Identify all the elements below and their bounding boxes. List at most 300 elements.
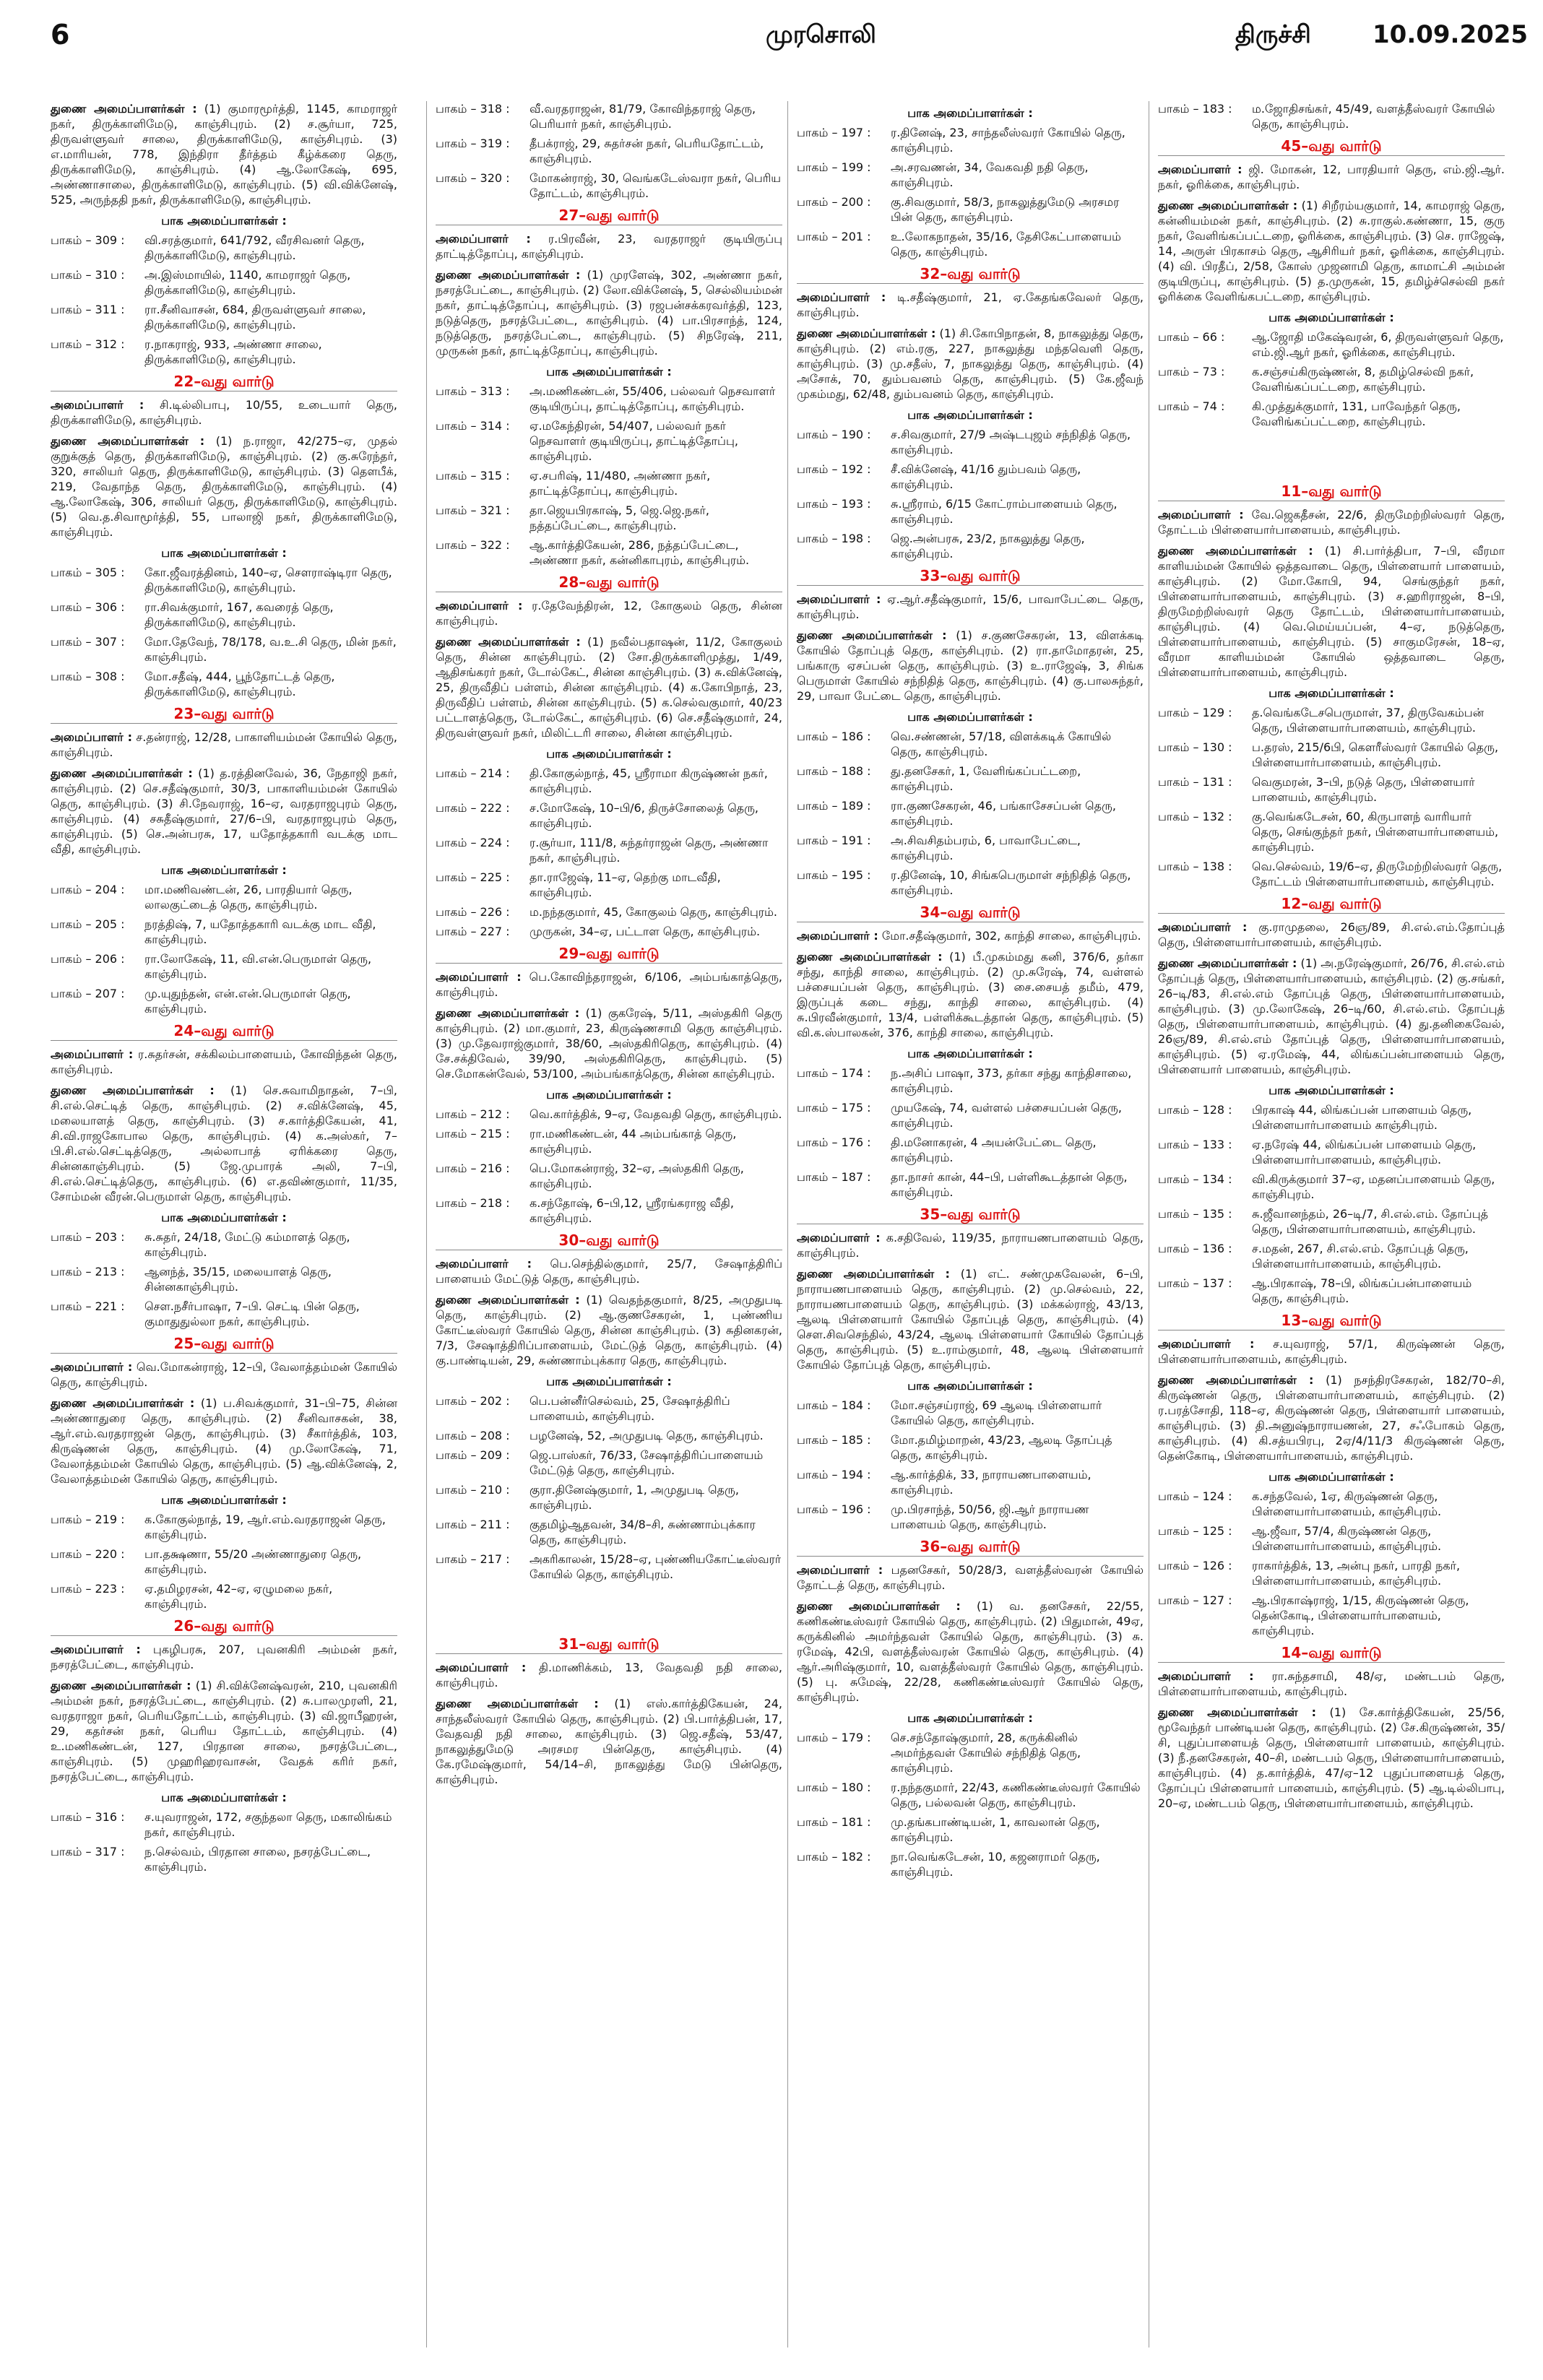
booth-person: குதமிழ்ஆதவன், 34/8–சி, சுண்ணாம்புக்கார தெரு, காஞ்சிபுரம்.: [530, 1518, 756, 1546]
booth-entry: [51, 1844, 397, 1874]
section-subheading: பாக அமைப்பாளர்கள் :: [907, 1379, 1033, 1393]
booth-entry: [1158, 859, 1505, 889]
booth-entry: [51, 600, 397, 630]
role-holders: ஏ.ஆர்.சதீஷ்குமார், 15/6, பாவாபேட்டை தெரு, காஞ்சிபுரம்.: [797, 592, 1144, 621]
appointment-paragraph: [797, 628, 1144, 704]
appointment-paragraph: [797, 290, 1144, 320]
ward-heading: 30–வது வார்டு: [436, 1233, 782, 1250]
role-label: அமைப்பாளர் :: [797, 1231, 881, 1245]
appointment-paragraph: [51, 1642, 397, 1672]
booth-person: மு.யுதுந்தன், என்.என்.பெருமாள் தெரு, காஞ்சிபுரம்.: [144, 987, 351, 1016]
booth-person: தா.ராஜேஷ், 11–ஏ, தெற்கு மாடவீதி, காஞ்சிபுரம்.: [530, 870, 721, 899]
role-holders: (1) வ. தனசேகர், 22/55, கணிகண்டீஸ்வரர் கோயில் தெரு, காஞ்சிபுரம். (2) பிதுமான், 49ஏ, கருக்கினில் அமர்ந்தவள் கோயில் தெரு, காஞ்சிபுரம். (3) சு. ரமேஷ், 42பி, வளத்தீஸ்வரன் கோயில் தெரு, காஞ்சிபுரம். (4) ஆர்.அரிஷ்குமார், 10, வளத்தீஸ்வரர் கோயில் தெரு, காஞ்சிபுரம். (5) பு. சுமேஷ், 22/28, கணிகண்டீஸ்வரர் கோயில் தெரு, காஞ்சிபுரம்.: [797, 1599, 1144, 1704]
ward-heading: 28–வது வார்டு: [436, 575, 782, 592]
masthead: [51, 16, 1529, 66]
role-label: அமைப்பாளர் :: [1158, 1669, 1254, 1683]
booth-person: ரா.மணிகண்டன், 44 அம்பங்காத் தெரு, காஞ்சிபுரம்.: [530, 1127, 737, 1156]
booth-number: பாகம் – 320 :: [436, 171, 510, 185]
booth-entry: [436, 418, 782, 464]
booth-entry: [51, 1512, 397, 1542]
role-label: துணை அமைப்பாளர்கள் :: [51, 102, 197, 116]
booth-person: நரத்திஷ், 7, யதோத்தகாரி வடக்கு மாட வீதி, காஞ்சிபுரம்.: [144, 917, 376, 946]
appointment-paragraph: [51, 433, 397, 540]
section-subheading: பாக அமைப்பாளர்கள் :: [907, 1711, 1033, 1725]
booth-person: தீபக்ராஜ், 29, சுதர்சன் நகர், பெரியதோட்டம், காஞ்சிபுரம்.: [530, 137, 764, 165]
role-label: அமைப்பாளர் :: [797, 592, 881, 606]
booth-entry: [1158, 1241, 1505, 1271]
booth-number: பாகம் – 321 :: [436, 503, 510, 517]
booth-person: கி.முத்துக்குமார், 131, பாவேந்தர் தெரு, வேளிங்கப்பட்டறை, காஞ்சிபுரம்.: [1252, 399, 1461, 428]
appointment-paragraph: [436, 1660, 782, 1690]
booth-person: ம.நந்தகுமார், 45, கோகுலம் தெரு, காஞ்சிபுரம்.: [530, 905, 777, 919]
edition-date: 10.09.2025: [1373, 20, 1529, 49]
booth-number: பாகம் – 316 :: [51, 1810, 125, 1824]
role-label: அமைப்பாளர் :: [436, 970, 522, 984]
role-holders: (1) எட். சண்முகவேலன், 6–பி, நாராயணபாளையம் தெரு, காஞ்சிபுரம். (2) மு.செல்வம், 22, நாராயணபாளையம் தெரு, காஞ்சிபுரம். (3) மக்கல்ராஜ், 43/13, ஆலடி பிள்ளையார் கோயில் தோப்புத் தெரு, காஞ்சிபுரம். (4) சௌ.சிவசெந்தில், 43/24, ஆலடி பிள்ளையார் கோயில் தோப்புத் தெரு, காஞ்சிபுரம். (5) உ.ராம்குமார், 48, ஆலடி பிள்ளையார் கோயில் தோப்புத் தெரு, காஞ்சிபுரம்.: [797, 1267, 1144, 1372]
booth-entry: [436, 924, 782, 939]
booth-person: ஏ.நரேஷ் 44, லிங்கப்பன் பாளையம் தெரு, பிள்ளையார்பாளையம், காஞ்சிபுரம்.: [1252, 1138, 1477, 1167]
section-subheading: பாக அமைப்பாளர்கள் :: [907, 1047, 1033, 1060]
booth-entry: [436, 1428, 782, 1443]
column-2: [426, 101, 782, 2347]
booth-person: ர.தினேஷ், 23, சாந்தலீஸ்வரர் கோயில் தெரு, காஞ்சிபுரம்.: [891, 126, 1125, 155]
booth-entry: [1158, 1558, 1505, 1588]
booth-entry: [436, 1552, 782, 1582]
booth-number: பாகம் – 185 :: [797, 1433, 871, 1447]
booth-person: தி.மனோகரன், 4 அயன்பேட்டை தெரு, காஞ்சிபுரம்.: [891, 1135, 1097, 1164]
appointment-paragraph: [51, 730, 397, 760]
booth-entry: [797, 1398, 1144, 1428]
appointment-paragraph: [436, 598, 782, 628]
booth-person: வெ.செல்வம், 19/6–ஏ, திருமேற்றிஸ்வரர் தெரு, தோட்டம் பிள்ளையார்பாளையம், காஞ்சிபுரம்.: [1252, 860, 1503, 888]
booth-person: அ.இஸ்மாயில், 1140, காமராஜர் தெரு, திருக்காளிமேடு, காஞ்சிபுரம்.: [144, 268, 351, 297]
booth-entry: [797, 496, 1144, 527]
role-label: அமைப்பாளர் :: [1158, 1337, 1255, 1351]
section-subheading: பாக அமைப்பாளர்கள் :: [161, 863, 287, 877]
booth-person: ரா.லோகேஷ், 11, வி.என்.பெருமாள் தெரு, காஞ்சிபுரம்.: [144, 952, 372, 981]
booth-person: குரா.தினேஷ்குமார், 1, அமுதுபடி தெரு, காஞ்சிபுரம்.: [530, 1483, 739, 1512]
booth-person: ஆ.ஜோதி மகேஷ்வரன், 6, திருவள்ளுவர் தெரு, எம்.ஜி.ஆர் நகர், ஓரிக்கை, காஞ்சிபுரம்.: [1252, 330, 1504, 359]
booth-number: பாகம் – 309 :: [51, 233, 125, 247]
booth-number: பாகம் – 218 :: [436, 1196, 510, 1210]
booth-person: ந.செல்வம், பிரதான சாலை, நசரத்பேட்டை, காஞ்சிபுரம்.: [144, 1845, 371, 1874]
role-holders: (1) நசந்திரசேகரன், 182/70–சி, கிருஷ்ணன் தெரு, பிள்ளையார்பாளையம், காஞ்சிபுரம். (2) ர.பரத்சோதி, 118–ஏ, கிருஷ்ணன் தெரு, பிள்ளையார் பாளையம், காஞ்சிபுரம். (3) தி.அனுஷ்நாராயணன், 27, சஃபோகம் தெரு, காஞ்சிபுரம். (4) கி.சத்யபிரபு, 2ஏ/4/11/3 கிருஷ்ணன் தெரு, தென்கோடி, பிள்ளையார்பாளையம், காஞ்சிபுரம்.: [1158, 1373, 1505, 1463]
appointment-paragraph: [1158, 1705, 1505, 1811]
booth-person: நா.வெங்கடேசன், 10, கஜனராமர் தெரு, காஞ்சிபுரம்.: [891, 1850, 1100, 1879]
section-subheading: பாக அமைப்பாளர்கள் :: [1268, 686, 1394, 700]
booth-person: அகரிகாலன், 15/28–ஏ, புண்ணியகோட்டீஸ்வரர் கோயில் தெரு, காஞ்சிபுரம்.: [530, 1552, 782, 1581]
newspaper-name: முரசொலி: [766, 20, 876, 49]
booth-entry: [51, 233, 397, 263]
role-label: துணை அமைப்பாளர்கள் :: [436, 268, 581, 282]
booth-entry: [436, 1195, 782, 1226]
booth-person: ரா.சிவக்குமார், 167, கவரைத் தெரு, திருக்காளிமேடு, காஞ்சிபுரம்.: [144, 600, 334, 629]
booth-number: பாகம் – 191 :: [797, 834, 871, 847]
booth-entry: [1158, 399, 1505, 429]
appointment-paragraph: [797, 1266, 1144, 1372]
booth-entry: [436, 136, 782, 166]
booth-person: த.வெங்கடேசபெருமாள், 37, திருவேகம்பன் தெரு, பிள்ளையார்பாளையம், காஞ்சிபுரம்.: [1252, 706, 1484, 735]
role-label: அமைப்பாளர் :: [1158, 508, 1244, 522]
booth-person: உ.லோகநாதன், 35/16, தேசிகேட்பாளையம் தெரு, காஞ்சிபுரம்.: [891, 230, 1121, 259]
booth-person: ஆ.கார்த்திகேயன், 286, நத்தப்பேட்டை, அண்ணா நகர், கன்னிகாபுரம், காஞ்சிபுரம்.: [530, 538, 750, 567]
booth-number: பாகம் – 208 :: [436, 1429, 510, 1442]
booth-person: அ.சிவசிதம்பரம், 6, பாவாபேட்டை, காஞ்சிபுரம்.: [891, 834, 1081, 862]
booth-number: பாகம் – 132 :: [1158, 810, 1232, 823]
role-label: துணை அமைப்பாளர்கள் :: [1158, 1705, 1317, 1719]
booth-number: பாகம் – 174 :: [797, 1066, 871, 1080]
role-holders: மோ.சதீஷ்குமார், 302, காந்தி சாலை, காஞ்சிபுரம்.: [881, 929, 1141, 943]
booth-entry: [436, 537, 782, 568]
appointment-paragraph: [1158, 543, 1505, 680]
booth-entry: [1158, 774, 1505, 805]
booth-entry: [51, 1809, 397, 1840]
role-holders: ஜி. மோகன், 12, பாரதியார் தெரு, எம்.ஜி.ஆர். நகர், ஓரிக்கை, காஞ்சிபுரம்.: [1158, 163, 1505, 191]
booth-person: க.சந்தவேல், 1ஏ, கிருஷ்ணன் தெரு, பிள்ளையார்பாளையம், காஞ்சிபுரம்.: [1252, 1489, 1442, 1518]
booth-entry: [51, 337, 397, 367]
appointment-paragraph: [797, 1230, 1144, 1260]
role-label: அமைப்பாளர் :: [1158, 163, 1242, 176]
booth-number: பாகம் – 184 :: [797, 1398, 871, 1412]
booth-person: சு.ஜீவானந்தம், 26–டி/7, சி.எல்.எம். தோப்புத் தெரு, பிள்ளையார்பாளையம், காஞ்சிபுரம்.: [1252, 1207, 1489, 1236]
booth-number: பாகம் – 183 :: [1158, 102, 1232, 116]
booth-number: பாகம் – 66 :: [1158, 330, 1225, 344]
ward-heading: 35–வது வார்டு: [797, 1207, 1144, 1224]
booth-entry: [797, 1432, 1144, 1463]
role-label: அமைப்பாளர் :: [436, 1661, 527, 1674]
role-label: அமைப்பாளர் :: [51, 1047, 134, 1061]
booth-entry: [1158, 1523, 1505, 1554]
booth-number: பாகம் – 203 :: [51, 1230, 125, 1244]
booth-number: பாகம் – 128 :: [1158, 1103, 1232, 1117]
booth-entry: [797, 1065, 1144, 1096]
booth-number: பாகம் – 308 :: [51, 670, 125, 683]
role-label: துணை அமைப்பாளர்கள் :: [51, 1679, 191, 1692]
role-label: துணை அமைப்பாளர்கள் :: [436, 1697, 599, 1710]
ward-heading: 25–வது வார்டு: [51, 1336, 397, 1354]
appointment-paragraph: [51, 1678, 397, 1784]
booth-number: பாகம் – 311 :: [51, 303, 125, 316]
booth-number: பாகம் – 219 :: [51, 1513, 125, 1526]
section-subheading: பாக அமைப்பாளர்கள் :: [1268, 311, 1394, 324]
booth-person: கோ.ஜீவரத்தினம், 140–ஏ, சௌராஷ்டிரா தெரு, திருக்காளிமேடு, காஞ்சிபுரம்.: [144, 566, 392, 594]
booth-number: பாகம் – 222 :: [436, 801, 510, 815]
appointment-paragraph: [436, 634, 782, 740]
booth-entry: [51, 302, 397, 332]
role-label: துணை அமைப்பாளர்கள் :: [797, 1599, 961, 1613]
booth-entry: [797, 531, 1144, 561]
appointment-paragraph: [797, 326, 1144, 402]
booth-entry: [51, 669, 397, 699]
role-label: துணை அமைப்பாளர்கள் :: [1158, 1373, 1314, 1387]
booth-person: வெ.சண்ணன், 57/18, விளக்கடிக் கோயில் தெரு, காஞ்சிபுரம்.: [891, 730, 1112, 758]
booth-person: ஆ.கார்த்திக், 33, நாராயணபாளையம், காஞ்சிபுரம்.: [891, 1468, 1092, 1497]
booth-number: பாகம் – 210 :: [436, 1483, 510, 1497]
ward-heading: 27–வது வார்டு: [436, 208, 782, 225]
booth-entry: [1158, 101, 1505, 131]
booth-number: பாகம் – 138 :: [1158, 860, 1232, 873]
appointment-paragraph: [797, 1562, 1144, 1593]
booth-person: ந.அசிப் பாஷா, 373, தர்கா சந்து காந்திசாலை, காஞ்சிபுரம்.: [891, 1066, 1132, 1095]
booth-number: பாகம் – 125 :: [1158, 1524, 1232, 1538]
role-holders: ர.சுதர்சன், சக்கிலம்பாளையம், கோவிந்தன் தெரு, காஞ்சிபுரம்.: [51, 1047, 397, 1076]
ward-heading: 12–வது வார்டு: [1158, 896, 1505, 914]
booth-number: பாகம் – 318 :: [436, 102, 510, 116]
section-subheading: பாக அமைப்பாளர்கள் :: [161, 1791, 287, 1804]
booth-person: சீ.விக்னேஷ், 41/16 தும்பவம் தெரு, காஞ்சிபுரம்.: [891, 462, 1081, 491]
ward-heading: 23–வது வார்டு: [51, 706, 397, 724]
role-holders: ரா.சுந்தசாமி, 48/ஏ, மண்டபம் தெரு, பிள்ளையார்பாளையம், காஞ்சிபுரம்.: [1158, 1669, 1505, 1698]
role-holders: (1) அ.நரேஷ்குமார், 26/76, சி.எல்.எம் தோப்புத் தெரு, பிள்ளையார்பாளையம், காஞ்சிபுரம். (2) கு.சங்கர், 26–டி/83, சி.எல்.எம் தோப்புத் தெரு, பிள்ளையார்பாளையம், காஞ்சிபுரம். (3) மு.லோகேஷ், 26–டி/60, சி.எல்.எம். தோப்புத் தெரு, பிள்ளையார்பாளையம், காஞ்சிபுரம். (4) து.தனிகைவேல், 26ஞ/89, சி.எல்.எம் தோப்புத் தெரு, பிள்ளையார்பாளையம், காஞ்சிபுரம். (5) ஏ.ரமேஷ், 44, லிங்கப்பன்பாளையம் தெரு, பிள்ளையார் பாளையம், காஞ்சிபுரம்.: [1158, 956, 1505, 1076]
role-holders: (1) எஸ்.கார்த்திகேயன், 24, சாந்தலீஸ்வரர் கோயில் தெரு, காஞ்சிபுரம். (2) பி.பார்த்திபன், 17, வேதவதி நதி சாலை, காஞ்சிபுரம். (3) ஜெ.சதீஷ், 53/47, நாகலுத்துமேடு அரசமர பின்தெரு, காஞ்சிபுரம். (4) கே.ரமேஷ்குமார், 54/14–சி, நாகலுத்து மேடு பின்தெரு, காஞ்சிபுரம்.: [436, 1697, 782, 1786]
booth-number: பாகம் – 312 :: [51, 337, 125, 351]
booth-number: பாகம் – 181 :: [797, 1815, 871, 1829]
booth-number: பாகம் – 190 :: [797, 428, 871, 441]
booth-entry: [797, 833, 1144, 863]
booth-entry: [436, 101, 782, 131]
role-holders: ச.தன்ராஜ், 12/28, பாகாளியம்மன் கோயில் தெரு, காஞ்சிபுரம்.: [51, 730, 397, 759]
ward-heading: 24–வது வார்டு: [51, 1024, 397, 1041]
booth-entry: [436, 1107, 782, 1122]
appointment-paragraph: [51, 1359, 397, 1390]
booth-entry: [51, 1546, 397, 1577]
booth-person: பா.தக்ஷணா, 55/20 அண்ணாதுரை தெரு, காஞ்சிபுரம்.: [144, 1547, 362, 1576]
booth-number: பாகம் – 73 :: [1158, 365, 1225, 378]
booth-entry: [1158, 1102, 1505, 1133]
appointment-paragraph: [797, 949, 1144, 1040]
booth-number: பாகம் – 215 :: [436, 1127, 510, 1141]
booth-number: பாகம் – 209 :: [436, 1448, 510, 1462]
booth-entry: [797, 1100, 1144, 1130]
booth-person: ஏ.மகேந்திரன், 54/407, பல்லவர் நகர் நெசவாளர் குடியிருப்பு, தாட்டித்தோப்பு, காஞ்சிபுரம்.: [530, 419, 738, 463]
ward-heading: 22–வது வார்டு: [51, 374, 397, 391]
booth-person: பெ.பன்னீர்செல்வம், 25, சேஷாத்திரிப் பாளையம், காஞ்சிபுரம்.: [530, 1394, 730, 1423]
appointment-paragraph: [1158, 1336, 1505, 1367]
ward-heading: 45–வது வார்டு: [1158, 139, 1505, 156]
role-holders: (1) சி.விக்னேஷ்வரன், 210, புவனகிரி அம்மன் நகர், நசரத்பேட்டை, காஞ்சிபுரம். (2) சு.பாலமுரளி, 21, வரதராஜா நகர், பெரியதோட்டம், காஞ்சிபுரம். (3) வி.ஜாபீஹரன், 29, கதர்சன் நகர், பெரிய தோட்டம், காஞ்சிபுரம். (4) உ.மணிகண்டன், 127, பிரதான சாலை, நசரத்பேட்டை, காஞ்சிபுரம். (5) முஹரிஹரவாசன், வேதக் கரிர் நகர், நசரத்பேட்டை, காஞ்சிபுரம்.: [51, 1679, 397, 1783]
booth-entry: [797, 763, 1144, 794]
role-holders: (1) நவீல்பதாஷன், 11/2, கோகுலம் தெரு, சின்ன காஞ்சிபுரம். (2) சோ.திருக்காளிமுத்து, 1/49, ஆதிசங்கரர் நகர், டோல்கேட், சின்ன காஞ்சிபுரம். (3) சு.விக்னேஷ், 25, திருவீதிப் பள்ளம், சின்ன காஞ்சிபுரம். (4) க.கோபிநாத், 23, திருவீதிப் பள்ளம், சின்ன காஞ்சிபுரம். (5) க.செல்வகுமார், 40/23 பட்டாளத்தெரு, டோல்கேட், காஞ்சிபுரம். (6) செ.சதீஷ்குமார், 24, திருவள்ளுவர் நகர், மிலிட்டரி சாலை, சின்ன காஞ்சிபுரம்.: [436, 635, 782, 740]
appointment-paragraph: [1158, 956, 1505, 1077]
booth-person: மோ.சதீஷ், 444, பூந்தோட்டத் தெரு, திருக்காளிமேடு, காஞ்சிபுரம்.: [144, 670, 335, 698]
section-subheading: பாக அமைப்பாளர்கள் :: [161, 214, 287, 228]
booth-person: அ.மணிகண்டன், 55/406, பல்லவர் நெசவாளர் குடியிருப்பு, தாட்டித்தோப்பு, காஞ்சிபுரம்.: [530, 384, 776, 413]
role-holders: (1) முரளேஷ், 302, அண்ணா நகர், நசரத்பேட்டை, காஞ்சிபுரம். (2) லோ.விக்னேஷ், 5, செல்லியம்மன் நகர், தாட்டித்தோப்பு, காஞ்சிபுரம். (3) ரஜபன்சக்கரவர்த்தி, 123, நடுத்தெரு, நசரத்பேட்டை, காஞ்சிபுரம். (4) பா.பிரசாந்த், 124, நடுத்தெரு, நசரத்பேட்டை, காஞ்சிபுரம். (5) சிநரேஷ், 211, முருகன் நகர், தாட்டித்தோப்பு, காஞ்சிபுரம்.: [436, 268, 782, 358]
booth-person: மா.மணிவண்டன், 26, பாரதியார் தெரு, லாலகுட்டைத் தெரு, காஞ்சிபுரம்.: [144, 883, 353, 912]
booth-number: பாகம் – 322 :: [436, 538, 510, 552]
booth-entry: [797, 1467, 1144, 1497]
booth-number: பாகம் – 129 :: [1158, 706, 1232, 719]
booth-number: பாகம் – 187 :: [797, 1170, 871, 1184]
booth-person: ஜெ.அன்பரசு, 23/2, நாகலுத்து தெரு, காஞ்சிபுரம்.: [891, 532, 1085, 561]
booth-number: பாகம் – 211 :: [436, 1518, 510, 1531]
section-subheading: பாக அமைப்பாளர்கள் :: [161, 1493, 287, 1507]
ward-heading: 33–வது வார்டு: [797, 568, 1144, 586]
role-label: துணை அமைப்பாளர்கள் :: [797, 326, 936, 340]
booth-number: பாகம் – 126 :: [1158, 1559, 1232, 1572]
role-label: துணை அமைப்பாளர்கள் :: [797, 628, 947, 642]
booth-person: ப.தரஸ், 215/6பி, கௌரீஸ்வரர் கோயில் தெரு, பிள்ளையார்பாளையம், காஞ்சிபுரம்.: [1252, 740, 1499, 769]
booth-number: பாகம் – 193 :: [797, 497, 871, 511]
role-holders: (1) குகரேஷ், 5/11, அஸ்தகிரி தெரு காஞ்சிபுரம். (2) மா.குமார், 23, கிருஷ்ணசாமி தெரு காஞ்சிபுரம். (3) மு.தேவராஜ்குமார், 38/60, அஸ்தகிரிதெரு, காஞ்சிபுரம். (4) சே.சக்திவேல், 39/90, அஸ்தகிரிதெரு, காஞ்சிபுரம். (5) செ.மோகன்வேல், 53/100, அம்பங்காத்தெரு, சின்ன காஞ்சிபுரம்.: [436, 1006, 782, 1081]
booth-number: பாகம் – 214 :: [436, 766, 510, 780]
booth-entry: [1158, 1206, 1505, 1237]
booth-entry: [797, 125, 1144, 155]
booth-entry: [1158, 329, 1505, 360]
booth-person: ராகார்த்திக், 13, அன்பு நகர், பாரதி நகர், பிள்ளையார்பாளையம், காஞ்சிபுரம்.: [1252, 1559, 1461, 1588]
booth-entry: [797, 1814, 1144, 1845]
booth-number: பாகம் – 195 :: [797, 868, 871, 882]
booth-person: க.சஞ்சய்கிருஷ்ணன், 8, தமிழ்செல்வி நகர், வேளிங்கப்பட்டறை, காஞ்சிபுரம்.: [1252, 365, 1474, 394]
booth-number: பாகம் – 134 :: [1158, 1172, 1232, 1186]
role-holders: கு.ராமுதலை, 26ஞ/89, சி.எல்.எம்.தோப்புத் தெரு, பிள்ளையார்பாளையம், காஞ்சிபுரம்.: [1158, 920, 1505, 949]
booth-person: ரா.குணசேகரன், 46, பங்காசேசப்பன் தெரு, காஞ்சிபுரம்.: [891, 799, 1116, 828]
role-holders: க.சதிவேல், 119/35, நாராயணபாளையம் தெரு, காஞ்சிபுரம்.: [797, 1231, 1144, 1260]
role-holders: (1) த.ரத்தினவேல், 36, நேதாஜி நகர், காஞ்சிபுரம். (2) செ.சதீஷ்குமார், 30/3, பாகாளியம்மன் கோயில் தெரு, காஞ்சிபுரம். (3) சி.நேவராஜ், 16–ஏ, வரதராஜபுரம் தெரு, காஞ்சிபுரம். (4) சசுதீஷ்குமார், 27/6–பி, வரதராஜபுரம் தெரு, காஞ்சிபுரம். (5) செ.அன்பரசு, 17, யதோத்தகாரி வடக்கு மாட வீதி, காஞ்சிபுரம்.: [51, 766, 397, 856]
booth-entry: [436, 503, 782, 533]
role-holders: ர.தேவேந்திரன், 12, கோகுலம் தெரு, சின்ன காஞ்சிபுரம்.: [436, 599, 782, 628]
role-label: அமைப்பாளர் :: [436, 599, 523, 613]
booth-entry: [1158, 740, 1505, 770]
column-spacer: [436, 1586, 782, 1630]
appointment-paragraph: [51, 766, 397, 857]
booth-entry: [436, 766, 782, 796]
role-holders: (1) ந.ராஜா, 42/275–ஏ, முதல் குறுக்குத் தெரு, திருக்காளிமேடு, காஞ்சிபுரம். (2) கு.சுரேந்தர், 320, சாலியர் தெரு, திருக்காளிமேடு, காஞ்சிபுரம். (3) தெளபீக், 219, வேதாந்த தெரு, திருக்காளிமேடு, காஞ்சிபுரம். (4) ஆ.லோகேஷ், 306, சாலியர் தெரு, திருக்காளிமேடு, காஞ்சிபுரம். (5) வெ.த.சிவாமூர்த்தி, 55, பாலாஜி நகர், திருக்காளிமேடு, காஞ்சிபுரம்.: [51, 434, 397, 539]
booth-number: பாகம் – 226 :: [436, 905, 510, 919]
role-holders: (1) சி.கோபிநாதன், 8, நாகலுத்து தெரு, காஞ்சிபுரம். (2) எம்.ரகு, 227, நாகலுத்து மந்தவெளி தெரு, காஞ்சிபுரம். (3) மு.சதீஸ், 7, நாகலுத்து தெரு, காஞ்சிபுரம். (4) அசோக், 70, தும்பவனம் தெரு, காஞ்சிபுரம். (5) கே.ஜீவந் முகம்மது, 62/48, தும்பவனம் தெரு, காஞ்சிபுரம்.: [797, 326, 1144, 401]
section-subheading: பாக அமைப்பாளர்கள் :: [161, 1211, 287, 1224]
role-label: துணை அமைப்பாளர்கள் :: [1158, 199, 1298, 212]
booth-person: மோ.சஞ்சய்ராஜ், 69 ஆலடி பிள்ளையார் கோயில் தெரு, காஞ்சிபுரம்.: [891, 1398, 1102, 1427]
booth-person: கு.சிவகுமார், 58/3, நாகலுத்துமேடு அரசமர பின் தெரு, காஞ்சிபுரம்.: [891, 195, 1120, 224]
booth-person: ஆ.ஜீவா, 57/4, கிருஷ்ணன் தெரு, பிள்ளையார்பாளையம், காஞ்சிபுரம்.: [1252, 1524, 1442, 1553]
appointment-paragraph: [797, 592, 1144, 622]
booth-number: பாகம் – 136 :: [1158, 1242, 1232, 1255]
booth-entry: [436, 835, 782, 865]
booth-number: பாகம் – 176 :: [797, 1135, 871, 1149]
section-subheading: பாக அமைப்பாளர்கள் :: [907, 106, 1033, 120]
booth-entry: [1158, 809, 1505, 854]
booth-number: பாகம் – 182 :: [797, 1850, 871, 1864]
booth-entry: [1158, 705, 1505, 735]
booth-entry: [436, 1126, 782, 1156]
role-label: துணை அமைப்பாளர்கள் :: [797, 1267, 950, 1281]
booth-entry: [436, 1393, 782, 1424]
role-holders: (1) சே.கார்த்திகேயன், 25/56, மூவேந்தர் பாண்டியன் தெரு, காஞ்சிபுரம். (2) சே.கிருஷ்ணன், 35/சி, புதுப்பாளையத் தெரு, பிள்ளையார் பாளையம், காஞ்சிபுரம். (3) நீ.தனசேகரன், 40–சி, மண்டபம் தெரு, பிள்ளையார்பாளையம், காஞ்சிபுரம். (4) த.கார்த்திக், 47/ஏ–12 புதுப்பாளையத் தெரு, தோப்புப் பிள்ளையார் பாளையம், காஞ்சிபுரம். (5) ஆ.டில்லிபாபு, 20–ஏ, மண்டபம் தெரு, பிள்ளையார்பாளையம், காஞ்சிபுரம்.: [1158, 1705, 1505, 1810]
booth-number: பாகம் – 180 :: [797, 1780, 871, 1794]
booth-person: தா.நாசர் கான், 44–பி, பள்ளிகூடத்தான் தெரு, காஞ்சிபுரம்.: [891, 1170, 1128, 1199]
booth-number: பாகம் – 307 :: [51, 635, 125, 649]
appointment-paragraph: [1158, 507, 1505, 537]
booth-number: பாகம் – 130 :: [1158, 740, 1232, 754]
role-holders: (1) ப.சிவக்குமார், 31–பி–75, சின்ன அண்ணாதுரை தெரு, காஞ்சிபுரம். (2) சீனிவாசகன், 38, ஆர்.எம்.வரதராஜன் தெரு, காஞ்சிபுரம். (3) சீகார்த்திக், 103, கிருஷ்ணன் தெரு, காஞ்சிபுரம். (4) மு.லோகேஷ், 71, வேலாத்தம்மன் கோயில் தெரு, காஞ்சிபுரம். (5) ஆ.விக்னேஷ், 2, வேலாத்தம்மன் கோயில் தெரு, காஞ்சிபுரம்.: [51, 1396, 397, 1486]
booth-person: ர.சூர்யா, 111/8, சுந்தர்ராஜன் தெரு, அண்ணா நகர், காஞ்சிபுரம்.: [530, 836, 769, 865]
role-label: அமைப்பாளர் :: [797, 1563, 883, 1577]
role-holders: (1) வெதந்தகுமார், 8/25, அமுதுபடி தெரு, காஞ்சிபுரம். (2) ஆ.குணசேகரன், 1, புண்ணிய கோட்டீஸ்வரர் கோயில் தெரு, சின்ன காஞ்சிபுரம். (3) சுதினகரன், 7/3, சேஷாத்திரிப்பாளையம், மேட்டுத் தெரு, காஞ்சிபுரம். (4) கு.பாண்டியன், 29, சுண்ணாம்புக்கார தெரு, காஞ்சிபுரம்.: [436, 1293, 782, 1367]
booth-person: வெ.கார்த்திக், 9–ஏ, வேதவதி தெரு, காஞ்சிபுரம்.: [530, 1107, 782, 1121]
booth-entry: [797, 867, 1144, 898]
role-label: துணை அமைப்பாளர்கள் :: [51, 766, 193, 780]
booth-number: பாகம் – 74 :: [1158, 399, 1225, 413]
booth-entry: [797, 194, 1144, 225]
booth-person: முயகேஷ், 74, வள்ளல் பச்சையப்பன் தெரு, காஞ்சிபுரம்.: [891, 1101, 1122, 1130]
booth-person: சௌ.நசீர்பாஷா, 7–பி. செட்டி பின் தெரு, குமாதுதுல்லா நகர், காஞ்சிபுரம்.: [144, 1299, 360, 1328]
role-label: துணை அமைப்பாளர்கள் :: [1158, 544, 1313, 558]
booth-person: வி.கிருக்குமார் 37–ஏ, மதனப்பாளையம் தெரு, காஞ்சிபுரம்.: [1252, 1172, 1495, 1201]
role-label: அமைப்பாளர் :: [797, 929, 878, 943]
section-subheading: பாக அமைப்பாளர்கள் :: [161, 546, 287, 560]
appointment-paragraph: [51, 101, 397, 207]
section-subheading: பாக அமைப்பாளர்கள் :: [546, 1375, 672, 1388]
role-holders: ச.யுவராஜ், 57/1, கிருஷ்ணன் தெரு, பிள்ளையார்பாளையம், காஞ்சிபுரம்.: [1158, 1337, 1505, 1366]
booth-person: க.சந்தோஷ், 6–பி,12, ஸ்ரீரங்கராஜ வீதி, காஞ்சிபுரம்.: [530, 1196, 734, 1225]
section-subheading: பாக அமைப்பாளர்கள் :: [546, 365, 672, 378]
role-holders: தி.மாணிக்கம், 13, வேதவதி நதி சாலை, காஞ்சிபுரம்.: [436, 1661, 782, 1689]
booth-entry: [1158, 1172, 1505, 1202]
booth-entry: [797, 462, 1144, 492]
appointment-paragraph: [436, 969, 782, 1000]
booth-number: பாகம் – 225 :: [436, 870, 510, 884]
ward-heading: 26–வது வார்டு: [51, 1619, 397, 1636]
booth-person: து.தனசேகர், 1, வேளிங்கப்பட்டறை, காஞ்சிபுரம்.: [891, 764, 1081, 793]
role-label: அமைப்பாளர் :: [797, 290, 886, 304]
role-label: துணை அமைப்பாளர்கள் :: [1158, 956, 1297, 970]
booth-entry: [51, 951, 397, 982]
role-holders: வே.ஜெகதீசன், 22/6, திருமேற்றிஸ்வரர் தெரு, தோட்டம் பிள்ளையார்பாளையம், காஞ்சிபுரம்.: [1158, 508, 1505, 537]
booth-number: பாகம் – 217 :: [436, 1552, 510, 1566]
booth-person: சு.சுதர், 24/18, மேட்டு கம்மாளத் தெரு, காஞ்சிபுரம்.: [144, 1230, 350, 1259]
booth-entry: [797, 1780, 1144, 1810]
ward-heading: 14–வது வார்டு: [1158, 1645, 1505, 1663]
booth-entry: [436, 1517, 782, 1547]
appointment-paragraph: [797, 928, 1144, 943]
booth-number: பாகம் – 198 :: [797, 532, 871, 545]
role-holders: சி.டில்லிபாபு, 10/55, உடையார் தெரு, திருக்காளிமேடு, காஞ்சிபுரம்.: [51, 398, 397, 427]
role-label: அமைப்பாளர் :: [51, 1643, 141, 1656]
booth-number: பாகம் – 189 :: [797, 799, 871, 813]
booth-person: பழனேஷ், 52, அமுதுபடி தெரு, காஞ்சிபுரம்.: [530, 1429, 764, 1442]
role-holders: (1) ச.குணசேகரன், 13, விளக்கடி கோயில் தோப்புத் தெரு, காஞ்சிபுரம். (2) ரா.தாமோதரன், 25, பங்காரு ஏசப்பன் தெரு, காஞ்சிபுரம். (3) உ.ராஜேஷ், 3, சிங்க பெருமாள் கோயில் சந்நிதித் தெரு, காஞ்சிபுரம். (4) கு.பாலசுந்தர், 29, பாவா பேட்டை தெரு, காஞ்சிபுரம்.: [797, 628, 1144, 703]
booth-person: வெகுமரன், 3–பி, நடுத் தெரு, பிள்ளையார் பாளையம், காஞ்சிபுரம்.: [1252, 775, 1475, 804]
booth-number: பாகம் – 212 :: [436, 1107, 510, 1121]
page-number: 6: [51, 19, 70, 51]
booth-person: மு.தங்கபாண்டியன், 1, காவலான் தெரு, காஞ்சிபுரம்.: [891, 1815, 1100, 1844]
edition-city: திருச்சி: [1235, 20, 1311, 49]
appointment-paragraph: [51, 1395, 397, 1487]
booth-person: ச.மதன், 267, சி.எல்.எம். தோப்புத் தெரு, பிள்ளையார்பாளையம், காஞ்சிபுரம்.: [1252, 1242, 1469, 1271]
section-subheading: பாக அமைப்பாளர்கள் :: [1268, 1470, 1394, 1484]
booth-person: வீ.வரதராஜன், 81/79, கோவிந்தராஜ் தெரு, பெரியார் நகர், காஞ்சிபுரம்.: [530, 102, 756, 131]
role-label: துணை அமைப்பாளர்கள் :: [436, 1293, 580, 1307]
ward-heading: 32–வது வார்டு: [797, 267, 1144, 284]
section-subheading: பாக அமைப்பாளர்கள் :: [546, 747, 672, 761]
role-label: துணை அமைப்பாளர்கள் :: [51, 1083, 215, 1097]
appointment-paragraph: [1158, 1372, 1505, 1463]
booth-number: பாகம் – 207 :: [51, 987, 125, 1000]
booth-number: பாகம் – 179 :: [797, 1731, 871, 1744]
booth-person: ஆனந்த், 35/15, மலையாளத் தெரு, சின்னகாஞ்சிபுரம்.: [144, 1265, 332, 1294]
booth-entry: [1158, 1276, 1505, 1306]
appointment-paragraph: [1158, 919, 1505, 950]
booth-entry: [1158, 1137, 1505, 1167]
appointment-paragraph: [51, 1083, 397, 1204]
booth-person: ச.யுவராஜன், 172, சகுந்தலா தெரு, மகாலிங்கம் நகர், காஞ்சிபுரம்.: [144, 1810, 392, 1839]
appointment-paragraph: [436, 267, 782, 358]
booth-entry: [51, 1229, 397, 1260]
booth-number: பாகம் – 205 :: [51, 917, 125, 931]
role-holders: பெ.செந்தில்குமார், 25/7, சேஷாத்திரிப் பாளையம் மேட்டுத் தெரு, காஞ்சிபுரம்.: [436, 1257, 782, 1286]
booth-person: வி.சரத்குமார், 641/792, வீரசிவனர் தெரு, திருக்காளிமேடு, காஞ்சிபுரம்.: [144, 233, 365, 262]
